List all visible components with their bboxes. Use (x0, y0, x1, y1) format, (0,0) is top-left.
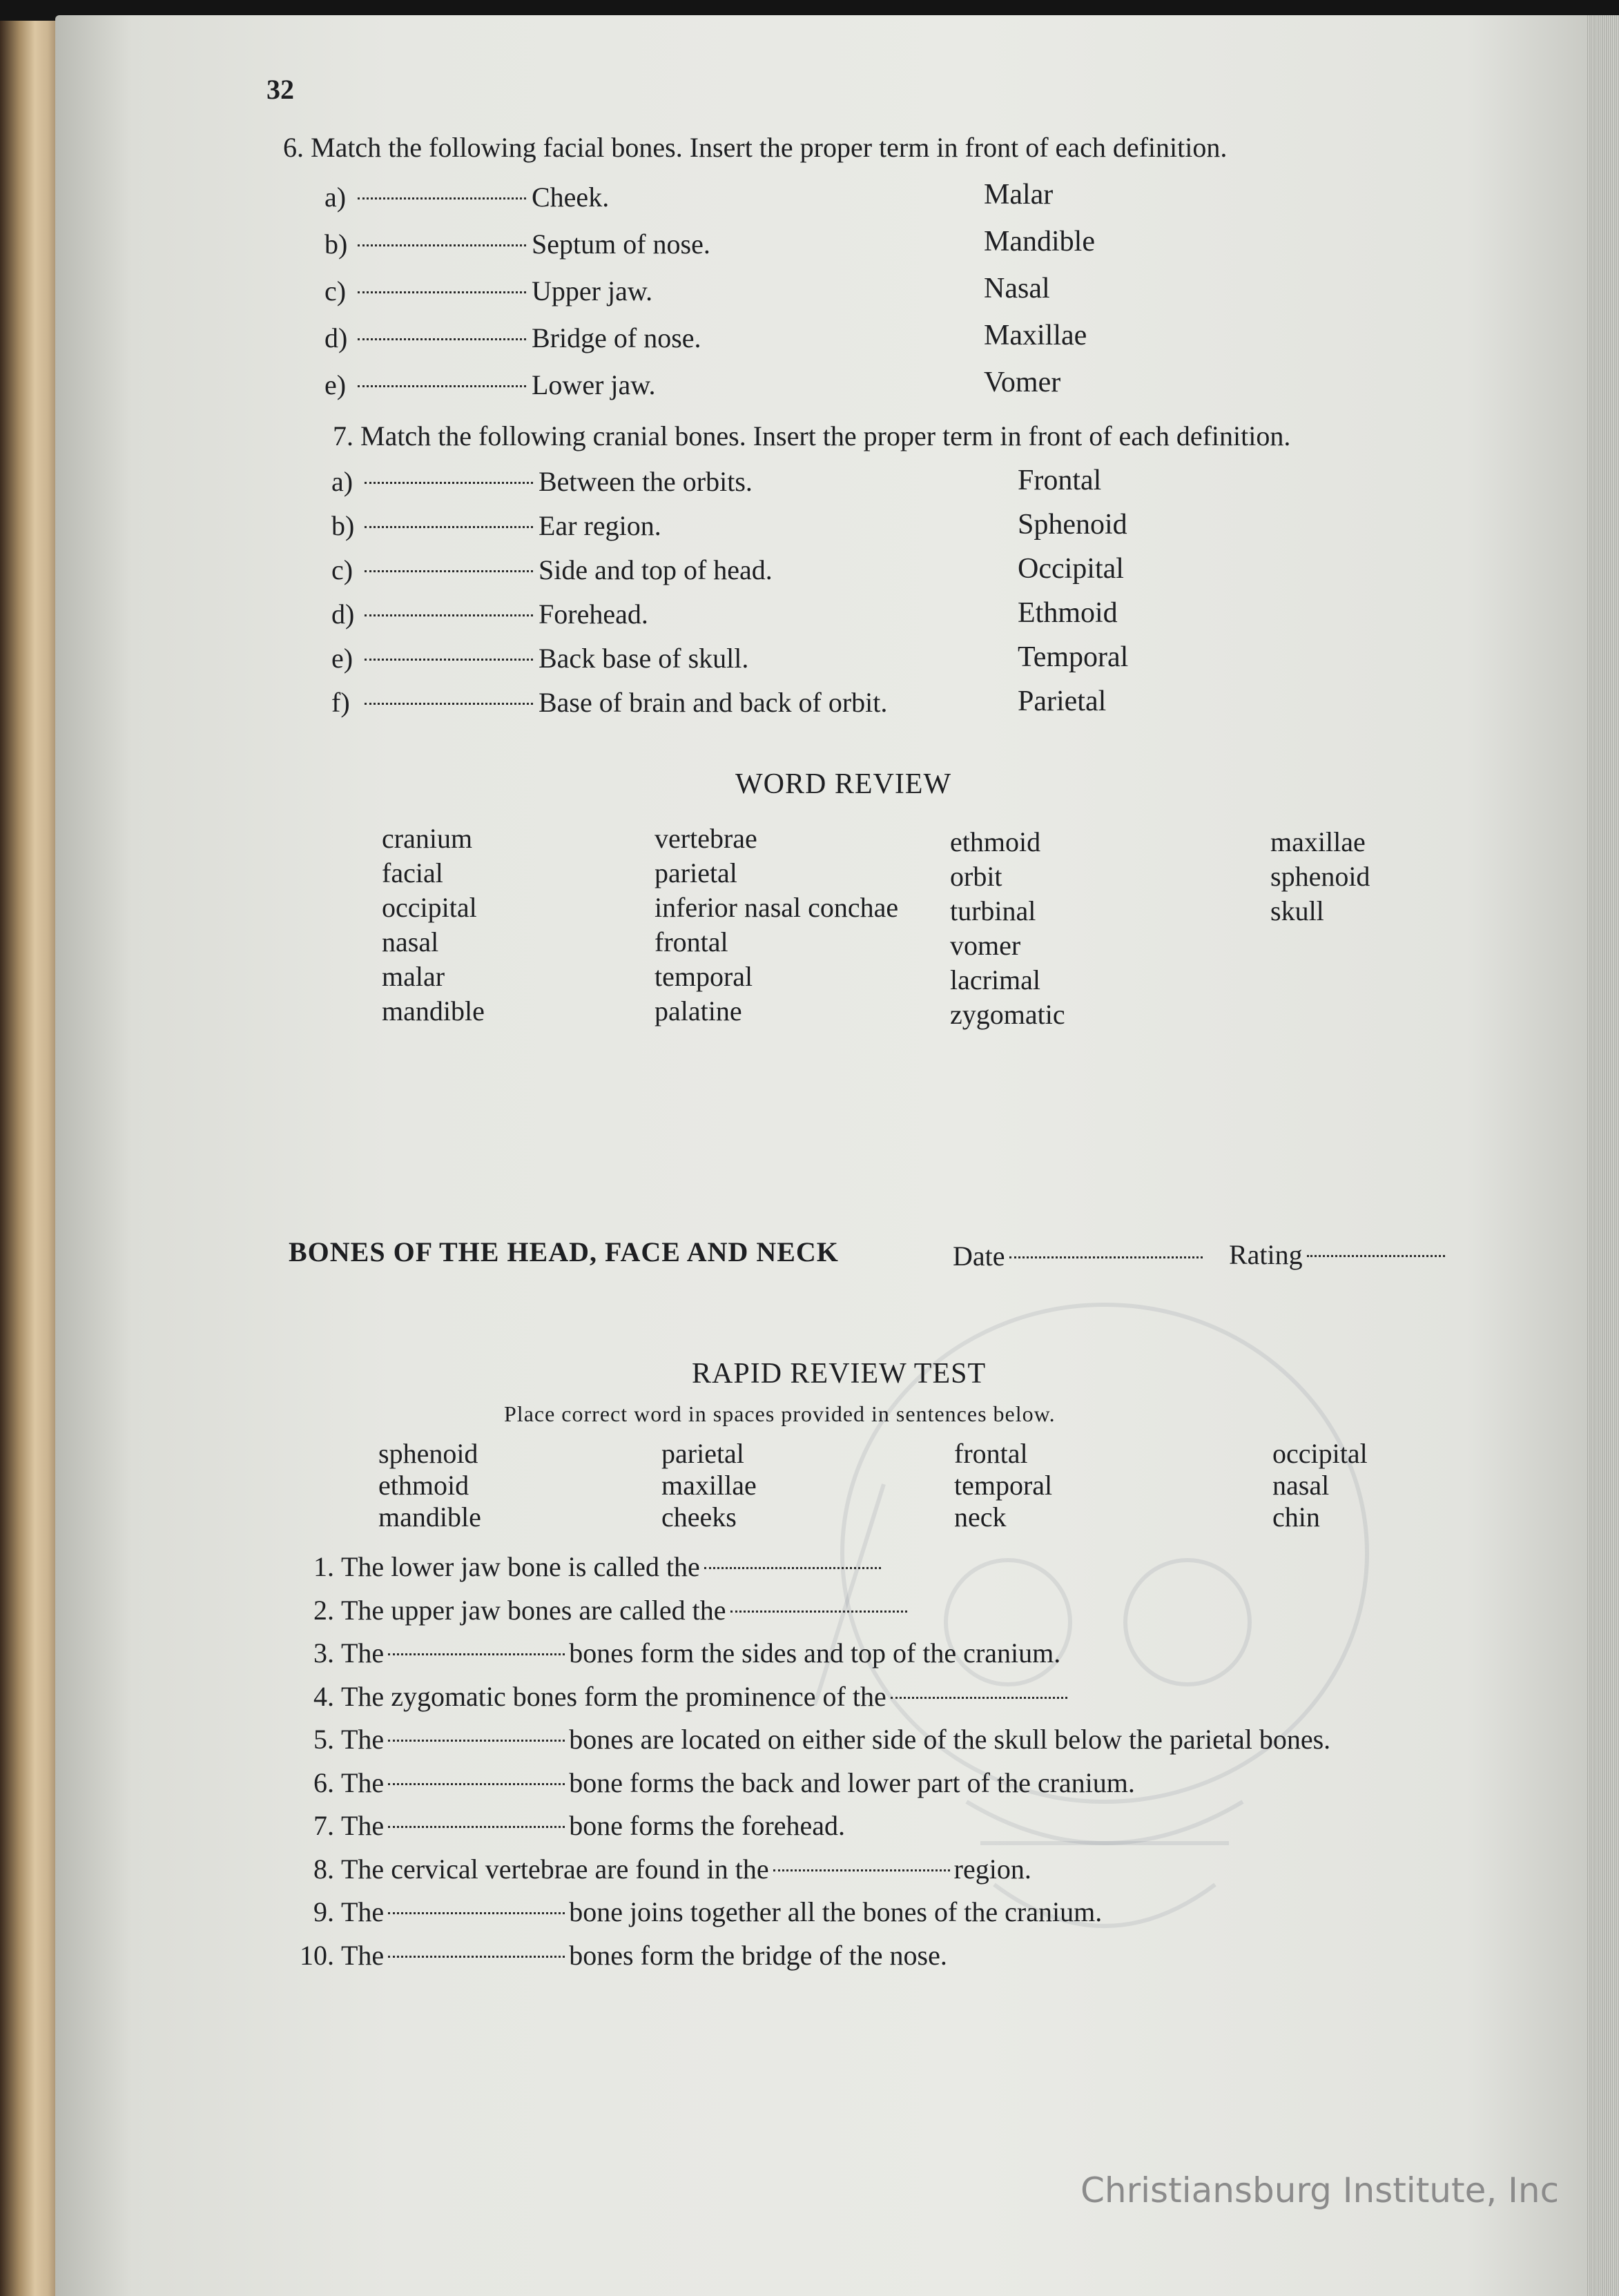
question-number: 7. (313, 1810, 334, 1841)
question-text-after: bone forms the back and lower part of the cranium. (569, 1767, 1135, 1798)
term-option: Maxillae (984, 320, 1087, 351)
word-bank-term: neck (954, 1501, 1007, 1533)
term-option: Sphenoid (1018, 509, 1127, 541)
question-text-before: The (341, 1810, 385, 1841)
word-bank-term: cheeks (661, 1501, 737, 1533)
term-option: Vomer (984, 367, 1061, 398)
fill-in-question (283, 1594, 911, 1626)
term-option: Occipital (1018, 553, 1124, 585)
word-bank-term: ethmoid (378, 1470, 469, 1501)
word-review-term: zygomatic (950, 999, 1065, 1030)
word-review-column (1270, 825, 1370, 928)
answer-blank[interactable] (388, 1826, 565, 1828)
answer-blank[interactable] (358, 385, 526, 387)
question-number: 2. (313, 1595, 334, 1626)
question-text-before: The (341, 1940, 385, 1971)
term-option: Nasal (984, 273, 1050, 304)
item-definition: Back base of skull. (539, 643, 749, 674)
item-letter: f) (331, 687, 350, 718)
term-option: Temporal (1018, 641, 1129, 673)
match-row (331, 465, 753, 498)
word-review-term: mandible (382, 995, 485, 1027)
item-definition: Ear region. (539, 510, 661, 541)
item-letter: d) (324, 322, 348, 353)
answer-blank[interactable] (388, 1783, 565, 1785)
question-6-prompt: 6. Match the following facial bones. Insert the proper term in front of each definition. (283, 132, 1228, 163)
question-text-after: bones are located on either side of the skull below the parietal bones. (569, 1724, 1331, 1755)
fill-in-question (283, 1853, 1031, 1885)
word-review-term: vomer (950, 930, 1021, 961)
answer-blank[interactable] (773, 1869, 950, 1871)
item-letter: a) (331, 466, 353, 497)
word-bank-column (378, 1438, 481, 1533)
term-option: Parietal (1018, 685, 1107, 717)
item-letter: e) (324, 369, 347, 400)
rapid-review-title: RAPID REVIEW TEST (692, 1358, 987, 1390)
word-review-term: parietal (655, 857, 737, 888)
fill-in-question (283, 1809, 845, 1842)
rating-blank[interactable] (1307, 1255, 1445, 1257)
word-review-term: palatine (655, 995, 742, 1027)
question-text-before: The (341, 1637, 385, 1669)
date-blank[interactable] (1009, 1256, 1203, 1258)
answer-blank[interactable] (365, 526, 533, 528)
term-option: Frontal (1018, 465, 1102, 496)
item-definition: Cheek. (532, 182, 610, 213)
answer-blank[interactable] (388, 1740, 565, 1742)
item-letter: c) (331, 554, 353, 585)
question-text-before: The zygomatic bones form the prominence of the (341, 1681, 886, 1712)
fill-in-question (283, 1939, 947, 1972)
answer-blank[interactable] (365, 482, 533, 484)
item-definition: Side and top of head. (539, 554, 773, 585)
question-text-before: The upper jaw bones are called the (341, 1595, 726, 1626)
word-bank-term: mandible (378, 1501, 481, 1533)
answer-blank[interactable] (891, 1697, 1067, 1699)
word-review-term: inferior nasal conchae (655, 892, 899, 923)
item-definition: Lower jaw. (532, 369, 656, 400)
page-edges (1587, 15, 1619, 2296)
rating-field (1229, 1238, 1449, 1271)
match-row (331, 554, 773, 586)
word-review-title: WORD REVIEW (735, 768, 952, 800)
page-number: 32 (266, 74, 294, 105)
word-review-term: skull (1270, 895, 1324, 926)
item-letter: b) (331, 510, 355, 541)
question-number: 1. (313, 1551, 334, 1582)
question-text-after: bone forms the forehead. (569, 1810, 846, 1841)
match-row (324, 369, 656, 401)
answer-blank[interactable] (388, 1912, 565, 1914)
word-review-term: vertebrae (655, 823, 757, 854)
match-row (324, 181, 609, 213)
term-option: Mandible (984, 226, 1095, 257)
match-row (331, 509, 661, 542)
word-review-term: sphenoid (1270, 861, 1370, 892)
term-option: Malar (984, 179, 1054, 211)
item-definition: Between the orbits. (539, 466, 753, 497)
word-review-term: nasal (382, 926, 439, 957)
watermark: Christiansburg Institute, Inc (1080, 2170, 1560, 2210)
date-label: Date (953, 1241, 1005, 1272)
fill-in-question (283, 1896, 1102, 1928)
word-bank-column (1272, 1438, 1368, 1533)
book-binding (0, 21, 64, 2296)
word-bank-term: sphenoid (378, 1438, 478, 1469)
match-row (324, 228, 710, 260)
word-review-term: frontal (655, 926, 728, 957)
answer-blank[interactable] (388, 1653, 565, 1655)
date-field (953, 1240, 1207, 1272)
word-bank-column (661, 1438, 757, 1533)
question-number: 10. (300, 1940, 334, 1971)
answer-blank[interactable] (358, 291, 526, 293)
answer-blank[interactable] (365, 703, 533, 705)
fill-in-question (283, 1680, 1072, 1713)
word-bank-term: parietal (661, 1438, 744, 1469)
question-text-before: The cervical vertebrae are found in the (341, 1854, 769, 1885)
item-letter: d) (331, 599, 355, 630)
item-definition: Base of brain and back of orbit. (539, 687, 888, 718)
question-number: 5. (313, 1724, 334, 1755)
answer-blank[interactable] (358, 244, 526, 246)
answer-blank[interactable] (365, 659, 533, 661)
word-review-term: cranium (382, 823, 473, 854)
word-review-term: maxillae (1270, 826, 1366, 857)
match-row (331, 598, 648, 630)
item-letter: b) (324, 228, 348, 260)
item-letter: a) (324, 182, 347, 213)
test-title: BONES OF THE HEAD, FACE AND NECK (289, 1236, 839, 1267)
question-text-before: The (341, 1724, 385, 1755)
fill-in-question (283, 1637, 1060, 1669)
word-review-term: ethmoid (950, 826, 1041, 857)
word-bank-term: frontal (954, 1438, 1028, 1469)
item-definition: Bridge of nose. (532, 322, 701, 353)
question-number: 6. (313, 1767, 334, 1798)
question-text-after: region. (953, 1854, 1031, 1885)
item-definition: Upper jaw. (532, 275, 653, 307)
question-number: 3. (313, 1637, 334, 1669)
match-row (331, 686, 887, 719)
question-text-after: bone joins together all the bones of the cranium. (569, 1896, 1103, 1927)
question-number: 8. (313, 1854, 334, 1885)
fill-in-question (283, 1550, 885, 1583)
word-bank-term: occipital (1272, 1438, 1368, 1469)
word-review-column (655, 821, 898, 1029)
term-option: Ethmoid (1018, 597, 1118, 629)
rapid-review-instructions: Place correct word in spaces provided in sentences below. (504, 1401, 1056, 1426)
fill-in-question (283, 1723, 1330, 1755)
answer-blank[interactable] (704, 1567, 881, 1569)
question-7-prompt: 7. Match the following cranial bones. Insert the proper term in front of each definition. (333, 420, 1291, 451)
question-text-before: The (341, 1767, 385, 1798)
match-row (324, 275, 652, 307)
word-review-term: malar (382, 961, 445, 992)
word-bank-term: maxillae (661, 1470, 757, 1501)
word-review-term: temporal (655, 961, 753, 992)
answer-blank[interactable] (365, 570, 533, 572)
item-letter: e) (331, 643, 353, 674)
question-text-before: The (341, 1896, 385, 1927)
word-bank-term: nasal (1272, 1470, 1330, 1501)
word-review-term: occipital (382, 892, 477, 923)
word-review-term: turbinal (950, 895, 1036, 926)
match-row (331, 642, 748, 674)
word-review-column (950, 825, 1065, 1032)
item-definition: Septum of nose. (532, 228, 710, 260)
answer-blank[interactable] (365, 614, 533, 616)
question-text-after: bones form the sides and top of the cranium. (569, 1637, 1061, 1669)
answer-blank[interactable] (388, 1956, 565, 1958)
answer-blank[interactable] (358, 197, 526, 200)
word-review-term: lacrimal (950, 964, 1041, 995)
question-text-before: The lower jaw bone is called the (341, 1551, 700, 1582)
word-bank-column (954, 1438, 1052, 1533)
rating-label: Rating (1229, 1239, 1303, 1270)
word-bank-term: temporal (954, 1470, 1053, 1501)
question-number: 9. (313, 1896, 334, 1927)
match-row (324, 322, 701, 354)
item-definition: Forehead. (539, 599, 648, 630)
answer-blank[interactable] (730, 1611, 907, 1613)
word-bank-term: chin (1272, 1501, 1320, 1533)
item-letter: c) (324, 275, 347, 307)
question-text-after: bones form the bridge of the nose. (569, 1940, 947, 1971)
word-review-term: orbit (950, 861, 1002, 892)
question-number: 4. (313, 1681, 334, 1712)
word-review-term: facial (382, 857, 443, 888)
answer-blank[interactable] (358, 338, 526, 340)
fill-in-question (283, 1767, 1135, 1799)
word-review-column (382, 821, 485, 1029)
